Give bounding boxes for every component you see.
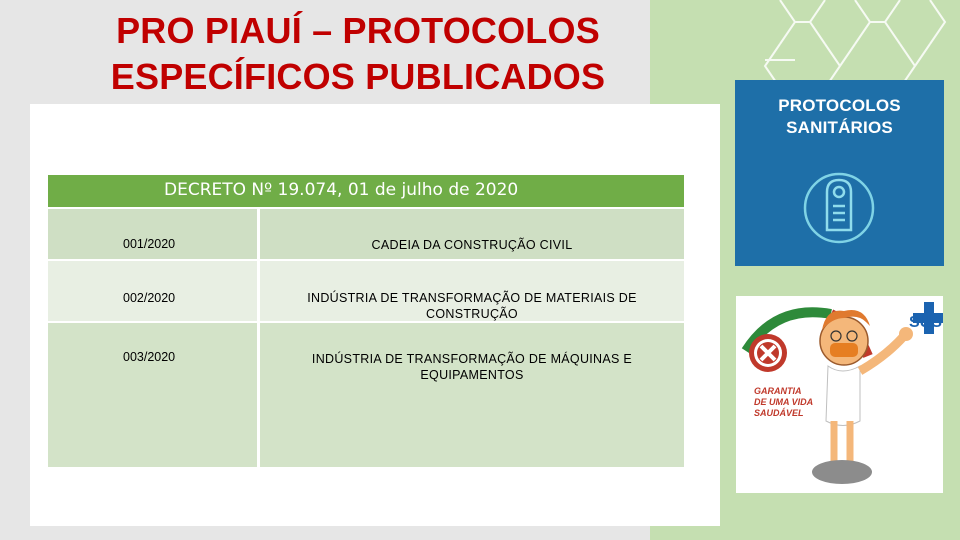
table-row [48, 323, 684, 467]
sus-label: SUS [909, 314, 942, 331]
protocol-description: CADEIA DA CONSTRUÇÃO CIVIL [260, 209, 684, 259]
protocol-description: INDÚSTRIA DE TRANSFORMAÇÃO DE MATERIAIS DE CONSTRUÇÃO [260, 261, 684, 321]
protocol-number: 002/2020 [48, 261, 257, 321]
decree-header: DECRETO Nº 19.074, 01 de julho de 2020 [48, 175, 684, 207]
protocol-number: 001/2020 [48, 209, 257, 259]
table-row [48, 261, 684, 321]
protocolos-sanitarios-image [735, 80, 944, 266]
table-row [48, 209, 684, 259]
protocol-number: 003/2020 [48, 323, 257, 467]
protocolos-caption: PROTOCOLOS SANITÁRIOS [778, 96, 901, 137]
slogan-text: GARANTIA DE UMA VIDA SAUDÁVEL [754, 386, 813, 418]
decree-table [48, 175, 684, 467]
protocol-description: INDÚSTRIA DE TRANSFORMAÇÃO DE MÁQUINAS E EQUIPAMENTOS [260, 323, 684, 467]
red-cross-sign-icon [749, 334, 787, 372]
page-title: PRO PIAUÍ – PROTOCOLOS ESPECÍFICOS PUBLICADOS [110, 10, 606, 97]
vigilancia-sanitaria-image [736, 296, 943, 493]
